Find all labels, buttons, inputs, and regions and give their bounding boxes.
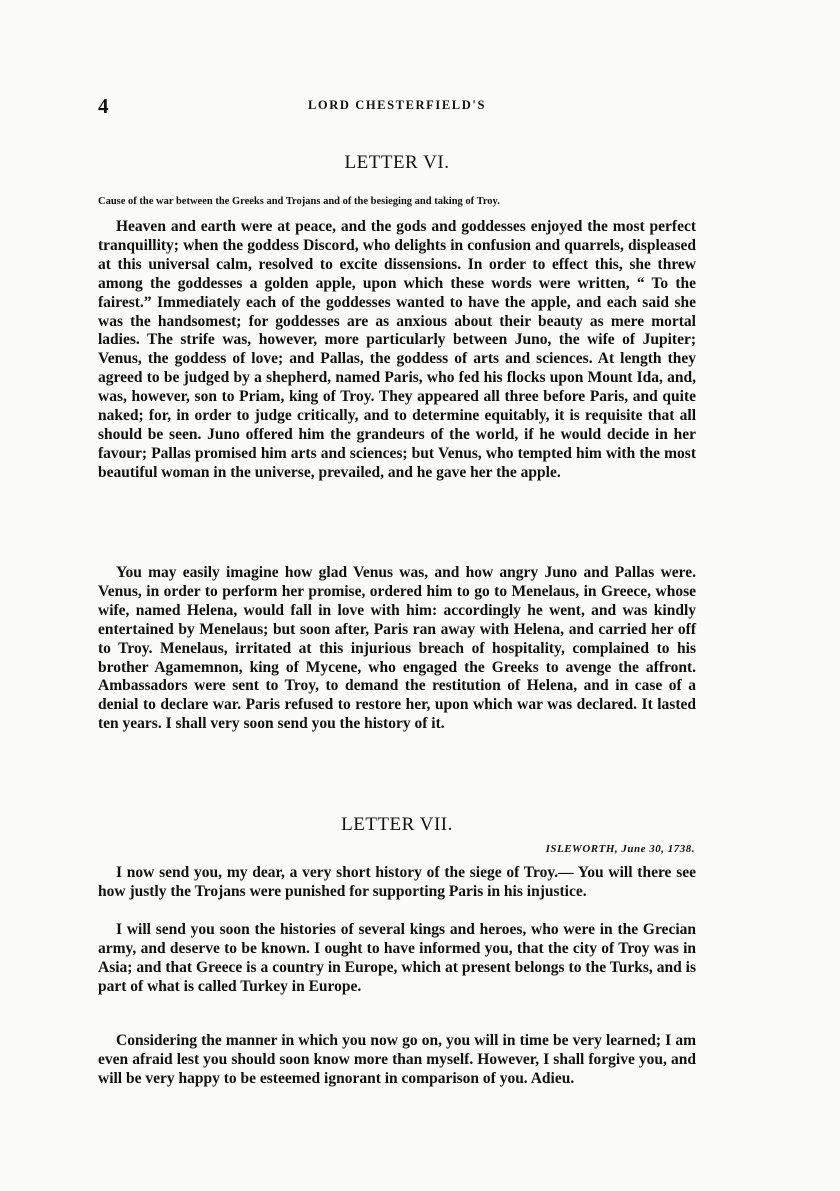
letter-vii-paragraph-3: Considering the manner in which you now go on, you will in time be very learned; I am even afraid lest you should soon know more than myself. However, I shall forgive you, and will be very happy to be esteemed ignorant in comparison of you. Adieu. bbox=[98, 1032, 696, 1087]
page-number: 4 bbox=[98, 94, 109, 118]
letter-vi-paragraph-2: You may easily imagine how glad Venus was, and how angry Juno and Pallas were. Venus, in order to perform her promise, ordered him to go to Menelaus, in Greece, whose wife, named Helena, would fall in love with him: accordingly he went, and was kindly entertained by Menelaus; but soon after, Paris ran away with Helena, and carried her off to Troy. Menelaus, irritated at this injurious breach of hospitality, complained to his brother Agamemnon, king of Mycene, who engaged the Greeks to avenge the affront. Ambassadors were sent to Troy, to demand the restitution of Helena, and in case of a denial to declare war. Paris refused to restore her, upon which war was declared. It lasted ten years. I shall very soon send you the history of it. bbox=[98, 564, 696, 733]
letter-vi-title: LETTER VI. bbox=[344, 152, 450, 173]
letter-vii-title: LETTER VII. bbox=[341, 814, 453, 835]
running-head: LORD CHESTERFIELD'S bbox=[307, 98, 486, 112]
letter-vii-dateline: ISLEWORTH, June 30, 1738. bbox=[545, 843, 695, 855]
letter-vi-paragraph-1: Heaven and earth were at peace, and the gods and goddesses enjoyed the most perfect tranquillity; when the goddess Discord, who delights in confusion and quarrels, displeased at this universal calm, resolved to excite dissensions. In order to effect this, she threw among the goddesses a golden apple, upon which these words were written, “ To the fairest.” Immediately each of the goddesses wanted to have the apple, and each said she was the handsomest; for goddesses are as anxious about their beauty as mere mortal ladies. The strife was, however, more particularly between Juno, the wife of Jupiter; Venus, the goddess of love; and Pallas, the goddess of arts and sciences. At length they agreed to be judged by a shepherd, named Paris, who fed his flocks upon Mount Ida, and, was, however, son to Priam, king of Troy. They appeared all three before Paris, and quite naked; for, in order to judge critically, and to determine equitably, it is requisite that all should be seen. Juno offered him the grandeurs of the world, if he would decide in her favour; Pallas promised him arts and sciences; but Venus, who tempted him with the most beautiful woman in the universe, prevailed, and he gave her the apple. bbox=[98, 218, 696, 481]
page-header bbox=[98, 94, 696, 118]
letter-vi-subtitle: Cause of the war between the Greeks and Trojans and of the besieging and taking of Troy. bbox=[98, 196, 500, 207]
letter-vii-paragraph-1: I now send you, my dear, a very short history of the siege of Troy.— You will there see how justly the Trojans were punished for supporting Paris in his injustice. bbox=[98, 864, 696, 900]
letter-vii-paragraph-2: I will send you soon the histories of several kings and heroes, who were in the Grecian army, and deserve to be known. I ought to have informed you, that the city of Troy was in Asia; and that Greece is a country in Europe, which at present belongs to the Turks, and is part of what is called Turkey in Europe. bbox=[98, 921, 696, 995]
